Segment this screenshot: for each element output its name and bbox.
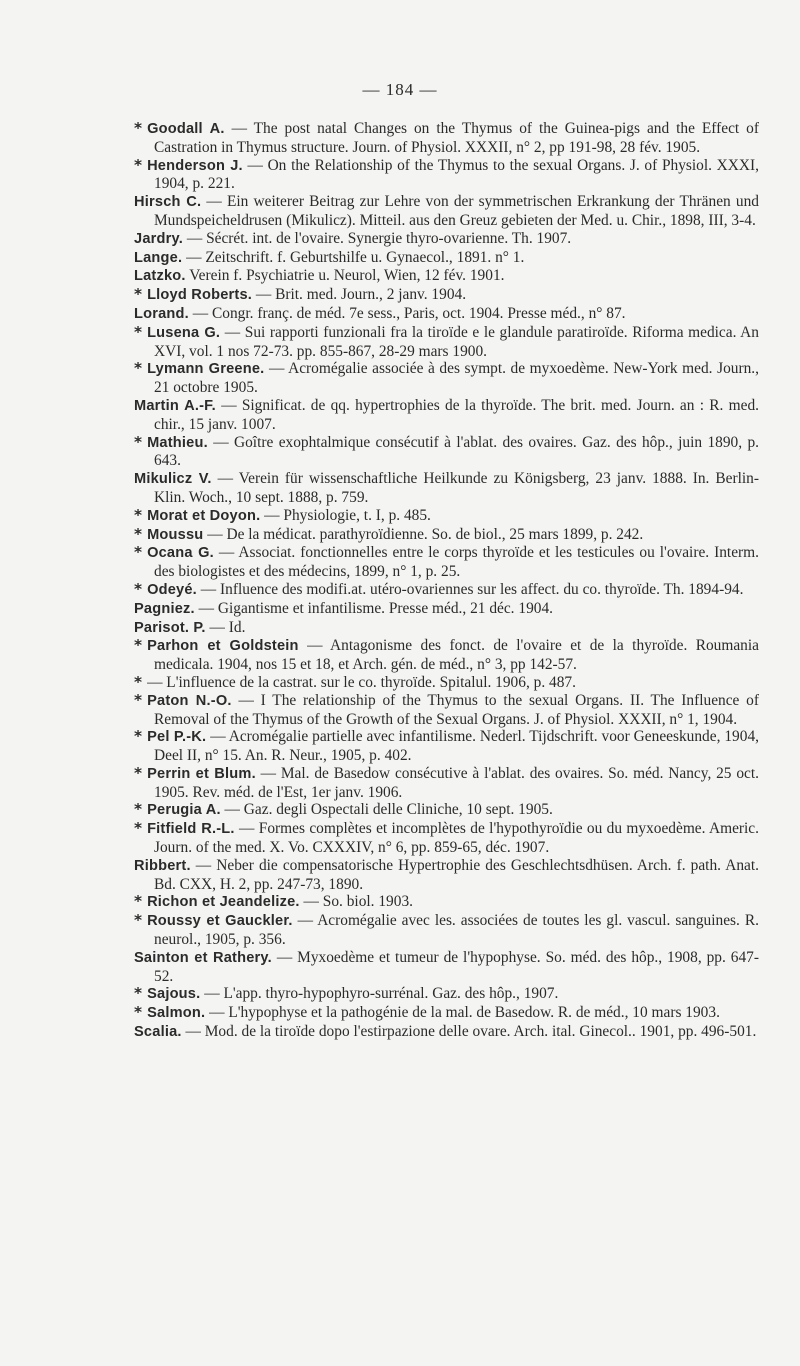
entry-author: Lorand. — [134, 305, 189, 322]
asterisk-marker: * — [134, 690, 143, 709]
entry-citation: — Acromégalie associée à des sympt. de myxoedème. New-York med. Journ., 21 octobre 1905. — [154, 360, 759, 397]
asterisk-marker: * — [134, 800, 143, 819]
asterisk-marker: * — [134, 432, 143, 451]
bibliography-entry — [134, 397, 759, 434]
bibliography-entry — [134, 637, 759, 674]
bibliography-entry — [134, 286, 759, 305]
entry-author: Martin A.-F. — [134, 397, 216, 414]
bibliography-entry — [134, 193, 759, 230]
entry-citation: — I The relationship of the Thymus to the sexual Organs. II. The Influence of Removal of the Thymus of the Growth of the Sexual Organs. J. of Physiol. XXXII, n° 1, 1904. — [154, 691, 760, 728]
asterisk-marker: * — [134, 322, 143, 341]
bibliography-entry — [134, 765, 759, 802]
entry-citation: — Antagonisme des fonct. de l'ovaire et de la thyroïde. Roumania medicala. 1904, nos 15 et 18, et Arch. gén. de méd., n° 3, pp 142-57. — [154, 637, 759, 674]
entry-citation: — Mod. de la tiroïde dopo l'estirpazione delle ovare. Arch. ital. Ginecol.. 1901, pp. 496-501. — [181, 1023, 757, 1041]
asterisk-marker: * — [134, 727, 143, 746]
entry-citation: — Id. — [205, 618, 246, 636]
entry-author: Perrin et Blum. — [147, 765, 256, 782]
page-number: — 184 — — [362, 80, 438, 99]
entry-author: Sajous. — [147, 986, 201, 1003]
bibliography-entry — [134, 692, 759, 729]
entry-citation: — Verein für wissenschaftliche Heilkunde zu Königsberg, 23 janv. 1888. In. Berlin-Klin. Woch., 10 sept. 1888, p. 759. — [154, 470, 759, 506]
asterisk-marker: * — [134, 672, 143, 691]
entry-author: Salmon. — [147, 1005, 206, 1022]
entry-citation: — Brit. med. Journ., 2 janv. 1904. — [252, 286, 467, 304]
bibliography-entry — [134, 820, 759, 857]
entry-citation: — L'influence de la castrat. sur le co. thyroïde. Spitalul. 1906, p. 487. — [147, 673, 576, 691]
bibliography-entry — [134, 526, 759, 545]
entry-author: Perugia A. — [147, 802, 221, 819]
asterisk-marker: * — [134, 984, 143, 1003]
asterisk-marker: * — [134, 285, 143, 304]
entry-author: Pel P.-K. — [147, 729, 207, 746]
entry-citation: — Physiologie, t. I, p. 485. — [260, 506, 431, 524]
entry-citation: — Acromégalie partielle avec infantilisme. Nederl. Tijdschrift. voor Geneeskunde, 1904, Deel II, n° 15. An. R. Neur., 1905, p. 402. — [154, 728, 759, 765]
bibliography-entry — [134, 1023, 759, 1042]
entry-citation: — Zeitschrift. f. Geburtshilfe u. Gynaecol., 1891. n° 1. — [182, 248, 525, 266]
bibliography-entry — [134, 120, 759, 157]
entry-citation: — De la médicat. parathyroïdienne. So. de biol., 25 mars 1899, p. 242. — [203, 525, 644, 543]
entry-citation: — Associat. fonctionnelles entre le corps thyroïde et les testicules ou l'ovaire. Interm. des biologistes et des médecins, 1899, n° 1, p. 25. — [154, 544, 759, 581]
entry-author: Odeyé. — [147, 581, 197, 598]
entry-citation: — L'hypophyse et la pathogénie de la mal. de Basedow. R. de méd., 10 mars 1903. — [205, 1004, 720, 1022]
entry-citation: — Gigantisme et infantilisme. Presse méd., 21 déc. 1904. — [194, 599, 554, 617]
bibliography-entry — [134, 157, 759, 194]
entry-author: Ribbert. — [134, 857, 191, 874]
bibliography-entry — [134, 434, 759, 471]
entry-author: Henderson J. — [147, 157, 243, 174]
bibliography-entry — [134, 507, 759, 526]
bibliography-entry — [134, 985, 759, 1004]
entry-citation: — Congr. franç. de méd. 7e sess., Paris, oct. 1904. Presse méd., n° 87. — [188, 304, 626, 322]
asterisk-marker: * — [134, 636, 143, 655]
bibliography-entry — [134, 674, 759, 692]
bibliography-list — [134, 120, 759, 1042]
asterisk-marker: * — [134, 524, 143, 543]
bibliography-entry — [134, 949, 759, 986]
entry-author: Hirsch C. — [134, 194, 202, 211]
entry-author: Parisot. P. — [134, 619, 206, 636]
bibliography-entry — [134, 249, 759, 268]
entry-citation: — Myxoedème et tumeur de l'hypophyse. So. méd. des hôp., 1908, pp. 647-52. — [154, 948, 759, 985]
entry-author: Moussu — [147, 526, 204, 543]
entry-author: Paton N.-O. — [147, 692, 232, 709]
bibliography-entry — [134, 470, 759, 507]
asterisk-marker: * — [134, 155, 143, 174]
bibliography-entry — [134, 1004, 759, 1023]
entry-author: Parhon et Goldstein — [147, 638, 299, 655]
asterisk-marker: * — [134, 579, 143, 598]
asterisk-marker: * — [134, 819, 143, 838]
entry-author: Ocana G. — [147, 545, 214, 562]
entry-author: Lusena G. — [147, 324, 221, 341]
bibliography-entry — [134, 600, 759, 619]
entry-author: Pagniez. — [134, 600, 195, 617]
entry-author: Lange. — [134, 249, 183, 266]
asterisk-marker: * — [134, 505, 143, 524]
entry-author: Jardry. — [134, 230, 183, 247]
asterisk-marker: * — [134, 1003, 143, 1022]
bibliography-entry — [134, 305, 759, 324]
entry-author: Scalia. — [134, 1024, 182, 1041]
entry-citation: — Sécrét. int. de l'ovaire. Synergie thyro-ovarienne. Th. 1907. — [183, 229, 572, 247]
entry-author: Latzko. — [134, 268, 186, 285]
entry-author: Fitfield R.-L. — [147, 821, 235, 838]
bibliography-entry — [134, 801, 759, 820]
bibliography-entry — [134, 230, 759, 249]
entry-citation: — Neber die compensatorische Hypertrophie des Geschlechtsdhüsen. Arch. f. path. Anat. Bd. CXX, H. 2, pp. 247-73, 1890. — [154, 856, 759, 893]
entry-citation: — On the Relationship of the Thymus to the sexual Organs. J. of Physiol. XXXI, 1904, p. 221. — [154, 156, 760, 193]
entry-author: Goodall A. — [147, 121, 225, 137]
asterisk-marker: * — [134, 119, 143, 137]
entry-citation: — Goître exophtalmique consécutif à l'ablat. des ovaires. Gaz. des hôp., juin 1890, p. 643. — [154, 433, 759, 470]
asterisk-marker: * — [134, 359, 143, 378]
asterisk-marker: * — [134, 543, 143, 562]
bibliography-entry — [134, 324, 759, 361]
entry-citation: — Acromégalie avec les. associées de toutes les gl. vascul. sanguines. R. neurol., 1905, p. 356. — [154, 912, 759, 949]
bibliography-entry — [134, 267, 759, 286]
entry-author: Sainton et Rathery. — [134, 949, 272, 966]
bibliography-entry — [134, 728, 759, 765]
entry-citation: — L'app. thyro-hypophyro-surrénal. Gaz. des hôp., 1907. — [200, 985, 559, 1003]
entry-citation: — Formes complètes et incomplètes de l'hypothyroïdie ou du myxoedème. Americ. Journ. of the med. X. Vo. CXXXIV, n° 6, pp. 859-65, déc. 1907. — [154, 820, 759, 857]
bibliography-entry — [134, 581, 759, 600]
bibliography-entry — [134, 544, 759, 581]
asterisk-marker: * — [134, 892, 143, 911]
bibliography-entry — [134, 360, 759, 397]
entry-author: Morat et Doyon. — [147, 507, 261, 524]
entry-author: Lymann Greene. — [147, 361, 265, 378]
entry-author: Richon et Jeandelize. — [147, 894, 300, 911]
entry-citation: — Gaz. degli Ospectali delle Cliniche, 10 sept. 1905. — [220, 801, 553, 819]
entry-author: Mikulicz V. — [134, 471, 212, 488]
entry-citation: — Mal. de Basedow consécutive à l'ablat. des ovaires. So. méd. Nancy, 25 oct. 1905. Rev. méd. de l'Est, 1er janv. 1906. — [154, 764, 759, 801]
entry-author: Roussy et Gauckler. — [147, 913, 293, 930]
entry-citation: Verein f. Psychiatrie u. Neurol, Wien, 12 fév. 1901. — [185, 267, 505, 285]
bibliography-entry — [134, 857, 759, 894]
entry-author: Mathieu. — [147, 434, 208, 451]
entry-citation: — Influence des modifi.at. utéro-ovariennes sur les affect. du co. thyroïde. Th. 1894-94. — [196, 580, 744, 598]
entry-citation: — Significat. de qq. hypertrophies de la thyroïde. The brit. med. Journ. an : R. med. chir., 15 janv. 1007. — [154, 396, 759, 433]
entry-citation: — The post natal Changes on the Thymus of the Guinea-pigs and the Effect of Castration in Thymus structure. Journ. of Physiol. XXXII, n° 2, pp 191-98, 28 fév. 1905. — [154, 120, 759, 156]
asterisk-marker: * — [134, 763, 143, 782]
entry-citation: — Ein weiterer Beitrag zur Lehre von der symmetrischen Erkrankung der Thränen und Mundspeicheldrusen (Mikulicz). Mitteil. aus den Greuz gebieten der Med. u. Chir., 1898, III, 3-4. — [154, 193, 759, 229]
asterisk-marker: * — [134, 911, 143, 930]
bibliography-entry — [134, 893, 759, 912]
entry-citation: — So. biol. 1903. — [299, 893, 413, 911]
entry-author: Lloyd Roberts. — [147, 287, 253, 304]
bibliography-entry — [134, 912, 759, 949]
entry-citation: — Sui rapporti funzionali fra la tiroïde e le glandule paratiroïde. Riforma medica. An XVI, vol. 1 nos 72-73. pp. 855-867, 28-29 mars 1900. — [154, 323, 759, 360]
bibliography-entry — [134, 619, 759, 638]
